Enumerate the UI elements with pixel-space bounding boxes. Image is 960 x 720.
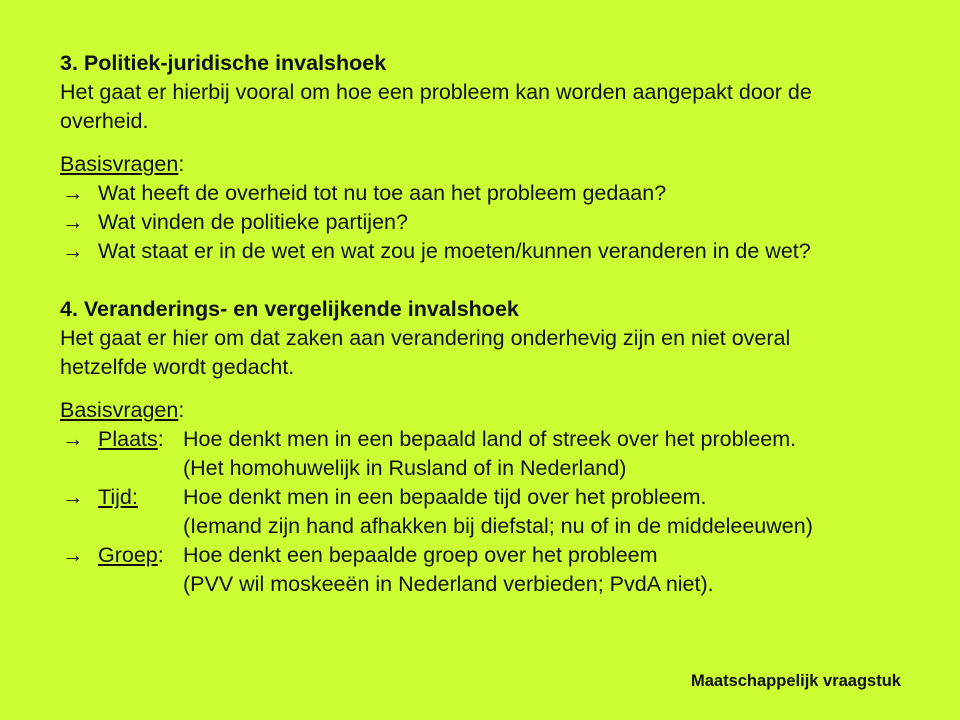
arrow-right-icon: → — [62, 485, 84, 509]
arrow-right-icon: → — [62, 210, 84, 234]
section4-intro-line2: hetzelfde wordt gedacht. — [60, 355, 295, 379]
section4-item-groep — [60, 541, 920, 599]
arrow-right-icon: → — [62, 543, 84, 567]
item-line2: (PVV wil moskeeën in Nederland verbieden; PvdA niet). — [183, 572, 714, 596]
section3-basisvragen — [60, 150, 920, 179]
keyword-suffix: : — [157, 543, 164, 567]
keyword-plaats — [98, 425, 183, 483]
item-line1: Hoe denkt men in een bepaald land of streek over het probleem. — [183, 427, 797, 451]
item-line1: Hoe denkt een bepaalde groep over het probleem — [183, 543, 658, 567]
section3-question — [60, 237, 920, 266]
keyword-text: Plaats — [98, 427, 158, 451]
section3-question-text: Wat vinden de politieke partijen? — [98, 210, 408, 234]
keyword-text: Groep — [98, 543, 158, 567]
section3-intro-line2: overheid. — [60, 109, 149, 133]
footer-label: Maatschappelijk vraagstuk — [690, 672, 901, 690]
arrow-right-icon: → — [62, 239, 84, 263]
section4-item-plaats — [60, 425, 920, 483]
slide-content — [60, 49, 920, 599]
item-line1: Hoe denkt men in een bepaalde tijd over het probleem. — [183, 485, 707, 509]
section3-basisvragen-label: Basisvragen — [60, 152, 179, 176]
item-line2: (Iemand zijn hand afhakken bij diefstal; nu of in de middeleeuwen) — [183, 514, 813, 538]
item-description — [183, 541, 920, 599]
section4-title: 4. Veranderings- en vergelijkende invalshoek — [60, 297, 519, 321]
section3-question — [60, 179, 920, 208]
section3-basisvragen-colon: : — [178, 152, 185, 176]
keyword-text: Tijd: — [98, 485, 138, 509]
arrow-right-icon: → — [62, 427, 84, 451]
arrow-right-icon: → — [62, 181, 84, 205]
keyword-suffix: : — [157, 427, 164, 451]
section4-item-tijd — [60, 483, 920, 541]
section3-question-text: Wat heeft de overheid tot nu toe aan het probleem gedaan? — [98, 181, 667, 205]
section3-question-text: Wat staat er in de wet en wat zou je moeten/kunnen veranderen in de wet? — [98, 239, 811, 263]
section4-basisvragen — [60, 396, 920, 425]
section4-intro-line1: Het gaat er hier om dat zaken aan verandering onderhevig zijn en niet overal — [60, 326, 791, 350]
section4-basisvragen-label: Basisvragen — [60, 398, 179, 422]
keyword-tijd — [98, 483, 183, 541]
section3-intro-line1: Het gaat er hierbij vooral om hoe een probleem kan worden aangepakt door de — [60, 80, 812, 104]
section3-title: 3. Politiek-juridische invalshoek — [60, 51, 387, 75]
section3-question — [60, 208, 920, 237]
item-line2: (Het homohuwelijk in Rusland of in Nederland) — [183, 456, 627, 480]
item-description — [183, 483, 920, 541]
section-spacer — [60, 266, 920, 295]
keyword-groep — [98, 541, 183, 599]
item-description — [183, 425, 920, 483]
section4-basisvragen-colon: : — [178, 398, 185, 422]
